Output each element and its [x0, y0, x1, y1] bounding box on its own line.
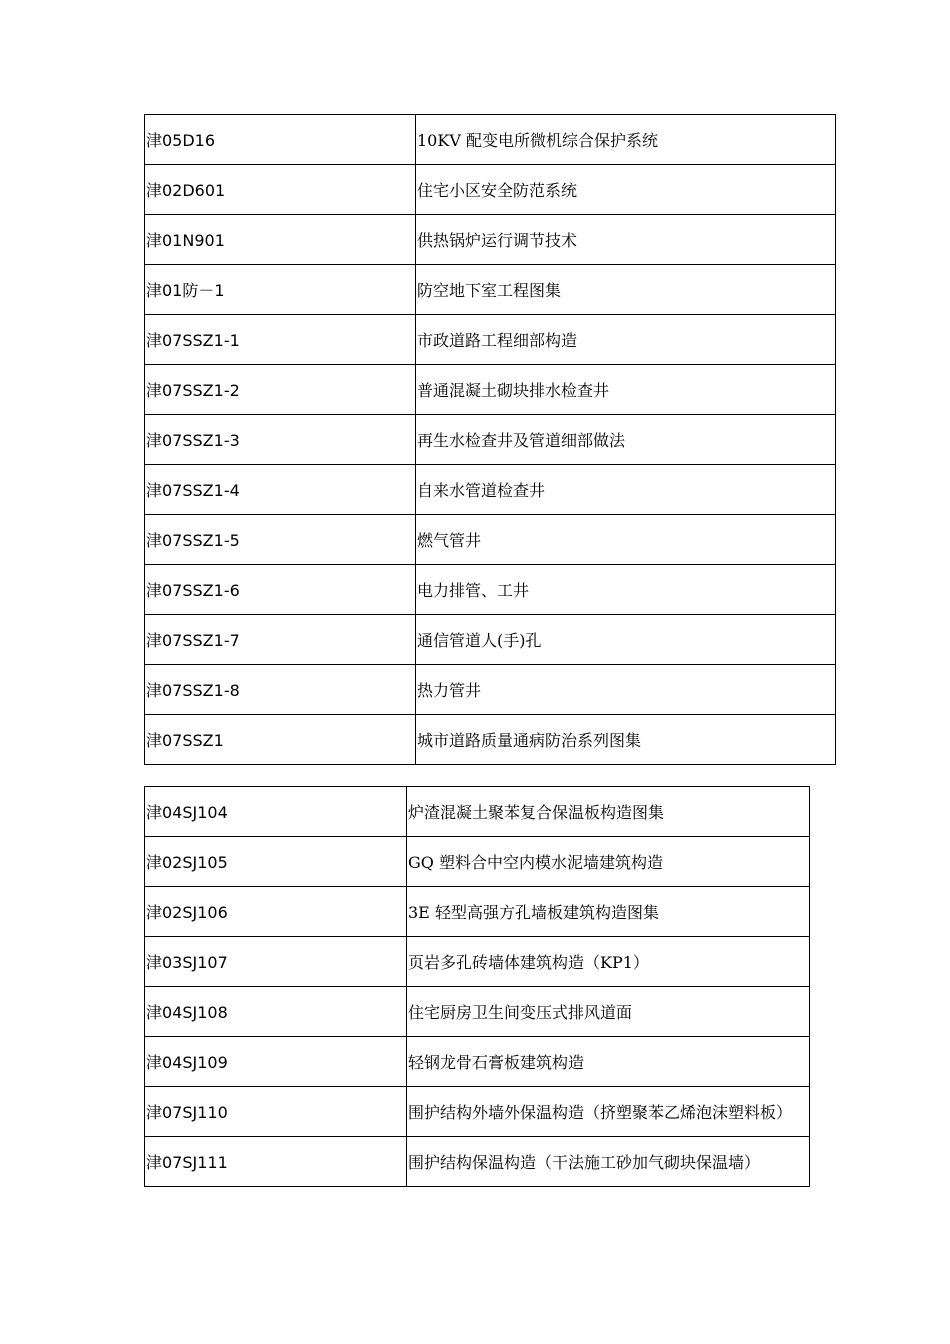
title-cell: 城市道路质量通病防治系列图集 [416, 715, 836, 765]
code-cell: 津07SJ111 [145, 1137, 407, 1187]
title-cell: 轻钢龙骨石膏板建筑构造 [407, 1037, 810, 1087]
title-cell: 电力排管、工井 [416, 565, 836, 615]
table-row [145, 937, 810, 987]
table-body [145, 115, 836, 765]
title-cell: 住宅小区安全防范系统 [416, 165, 836, 215]
title-cell: 通信管道人(手)孔 [416, 615, 836, 665]
title-cell: 页岩多孔砖墙体建筑构造（KP1） [407, 937, 810, 987]
title-cell: 10KV 配变电所微机综合保护系统 [416, 115, 836, 165]
table-row [145, 265, 836, 315]
title-cell: 炉渣混凝土聚苯复合保温板构造图集 [407, 787, 810, 837]
code-cell: 津07SSZ1-7 [145, 615, 416, 665]
table-row [145, 115, 836, 165]
code-cell: 津07SSZ1-4 [145, 465, 416, 515]
code-cell: 津02SJ106 [145, 887, 407, 937]
code-cell: 津01防－1 [145, 265, 416, 315]
table-row [145, 415, 836, 465]
title-cell: 围护结构保温构造（干法施工砂加气砌块保温墙） [407, 1137, 810, 1187]
title-cell: 燃气管井 [416, 515, 836, 565]
title-cell: 3E 轻型高强方孔墙板建筑构造图集 [407, 887, 810, 937]
code-cell: 津02SJ105 [145, 837, 407, 887]
code-cell: 津07SSZ1-5 [145, 515, 416, 565]
table-row [145, 465, 836, 515]
table-row [145, 715, 836, 765]
table-row [145, 1037, 810, 1087]
table-row [145, 987, 810, 1037]
table-row [145, 1137, 810, 1187]
table-row [145, 565, 836, 615]
table-body [145, 787, 810, 1187]
table-row [145, 365, 836, 415]
code-cell: 津07SSZ1-6 [145, 565, 416, 615]
code-cell: 津01N901 [145, 215, 416, 265]
title-cell: 热力管井 [416, 665, 836, 715]
code-cell: 津07SSZ1-1 [145, 315, 416, 365]
code-cell: 津04SJ109 [145, 1037, 407, 1087]
title-cell: 普通混凝土砌块排水检查井 [416, 365, 836, 415]
title-cell: 住宅厨房卫生间变压式排风道面 [407, 987, 810, 1037]
table-row [145, 887, 810, 937]
title-cell: 市政道路工程细部构造 [416, 315, 836, 365]
code-cell: 津07SSZ1 [145, 715, 416, 765]
table-row [145, 1087, 810, 1137]
table-row [145, 837, 810, 887]
code-cell: 津07SSZ1-3 [145, 415, 416, 465]
title-cell: 防空地下室工程图集 [416, 265, 836, 315]
code-cell: 津04SJ104 [145, 787, 407, 837]
table-row [145, 615, 836, 665]
title-cell: 供热锅炉运行调节技术 [416, 215, 836, 265]
code-cell: 津03SJ107 [145, 937, 407, 987]
table-row [145, 665, 836, 715]
title-cell: 围护结构外墙外保温构造（挤塑聚苯乙烯泡沫塑料板） [407, 1087, 810, 1137]
table-row [145, 215, 836, 265]
standards-table-2 [144, 786, 810, 1187]
code-cell: 津07SJ110 [145, 1087, 407, 1137]
title-cell: 自来水管道检查井 [416, 465, 836, 515]
code-cell: 津04SJ108 [145, 987, 407, 1037]
title-cell: 再生水检查井及管道细部做法 [416, 415, 836, 465]
code-cell: 津07SSZ1-2 [145, 365, 416, 415]
standards-table-1 [144, 114, 836, 765]
title-cell: GQ 塑料合中空内模水泥墙建筑构造 [407, 837, 810, 887]
table-row [145, 165, 836, 215]
table-row [145, 515, 836, 565]
table-row [145, 787, 810, 837]
table-row [145, 315, 836, 365]
code-cell: 津05D16 [145, 115, 416, 165]
code-cell: 津02D601 [145, 165, 416, 215]
code-cell: 津07SSZ1-8 [145, 665, 416, 715]
